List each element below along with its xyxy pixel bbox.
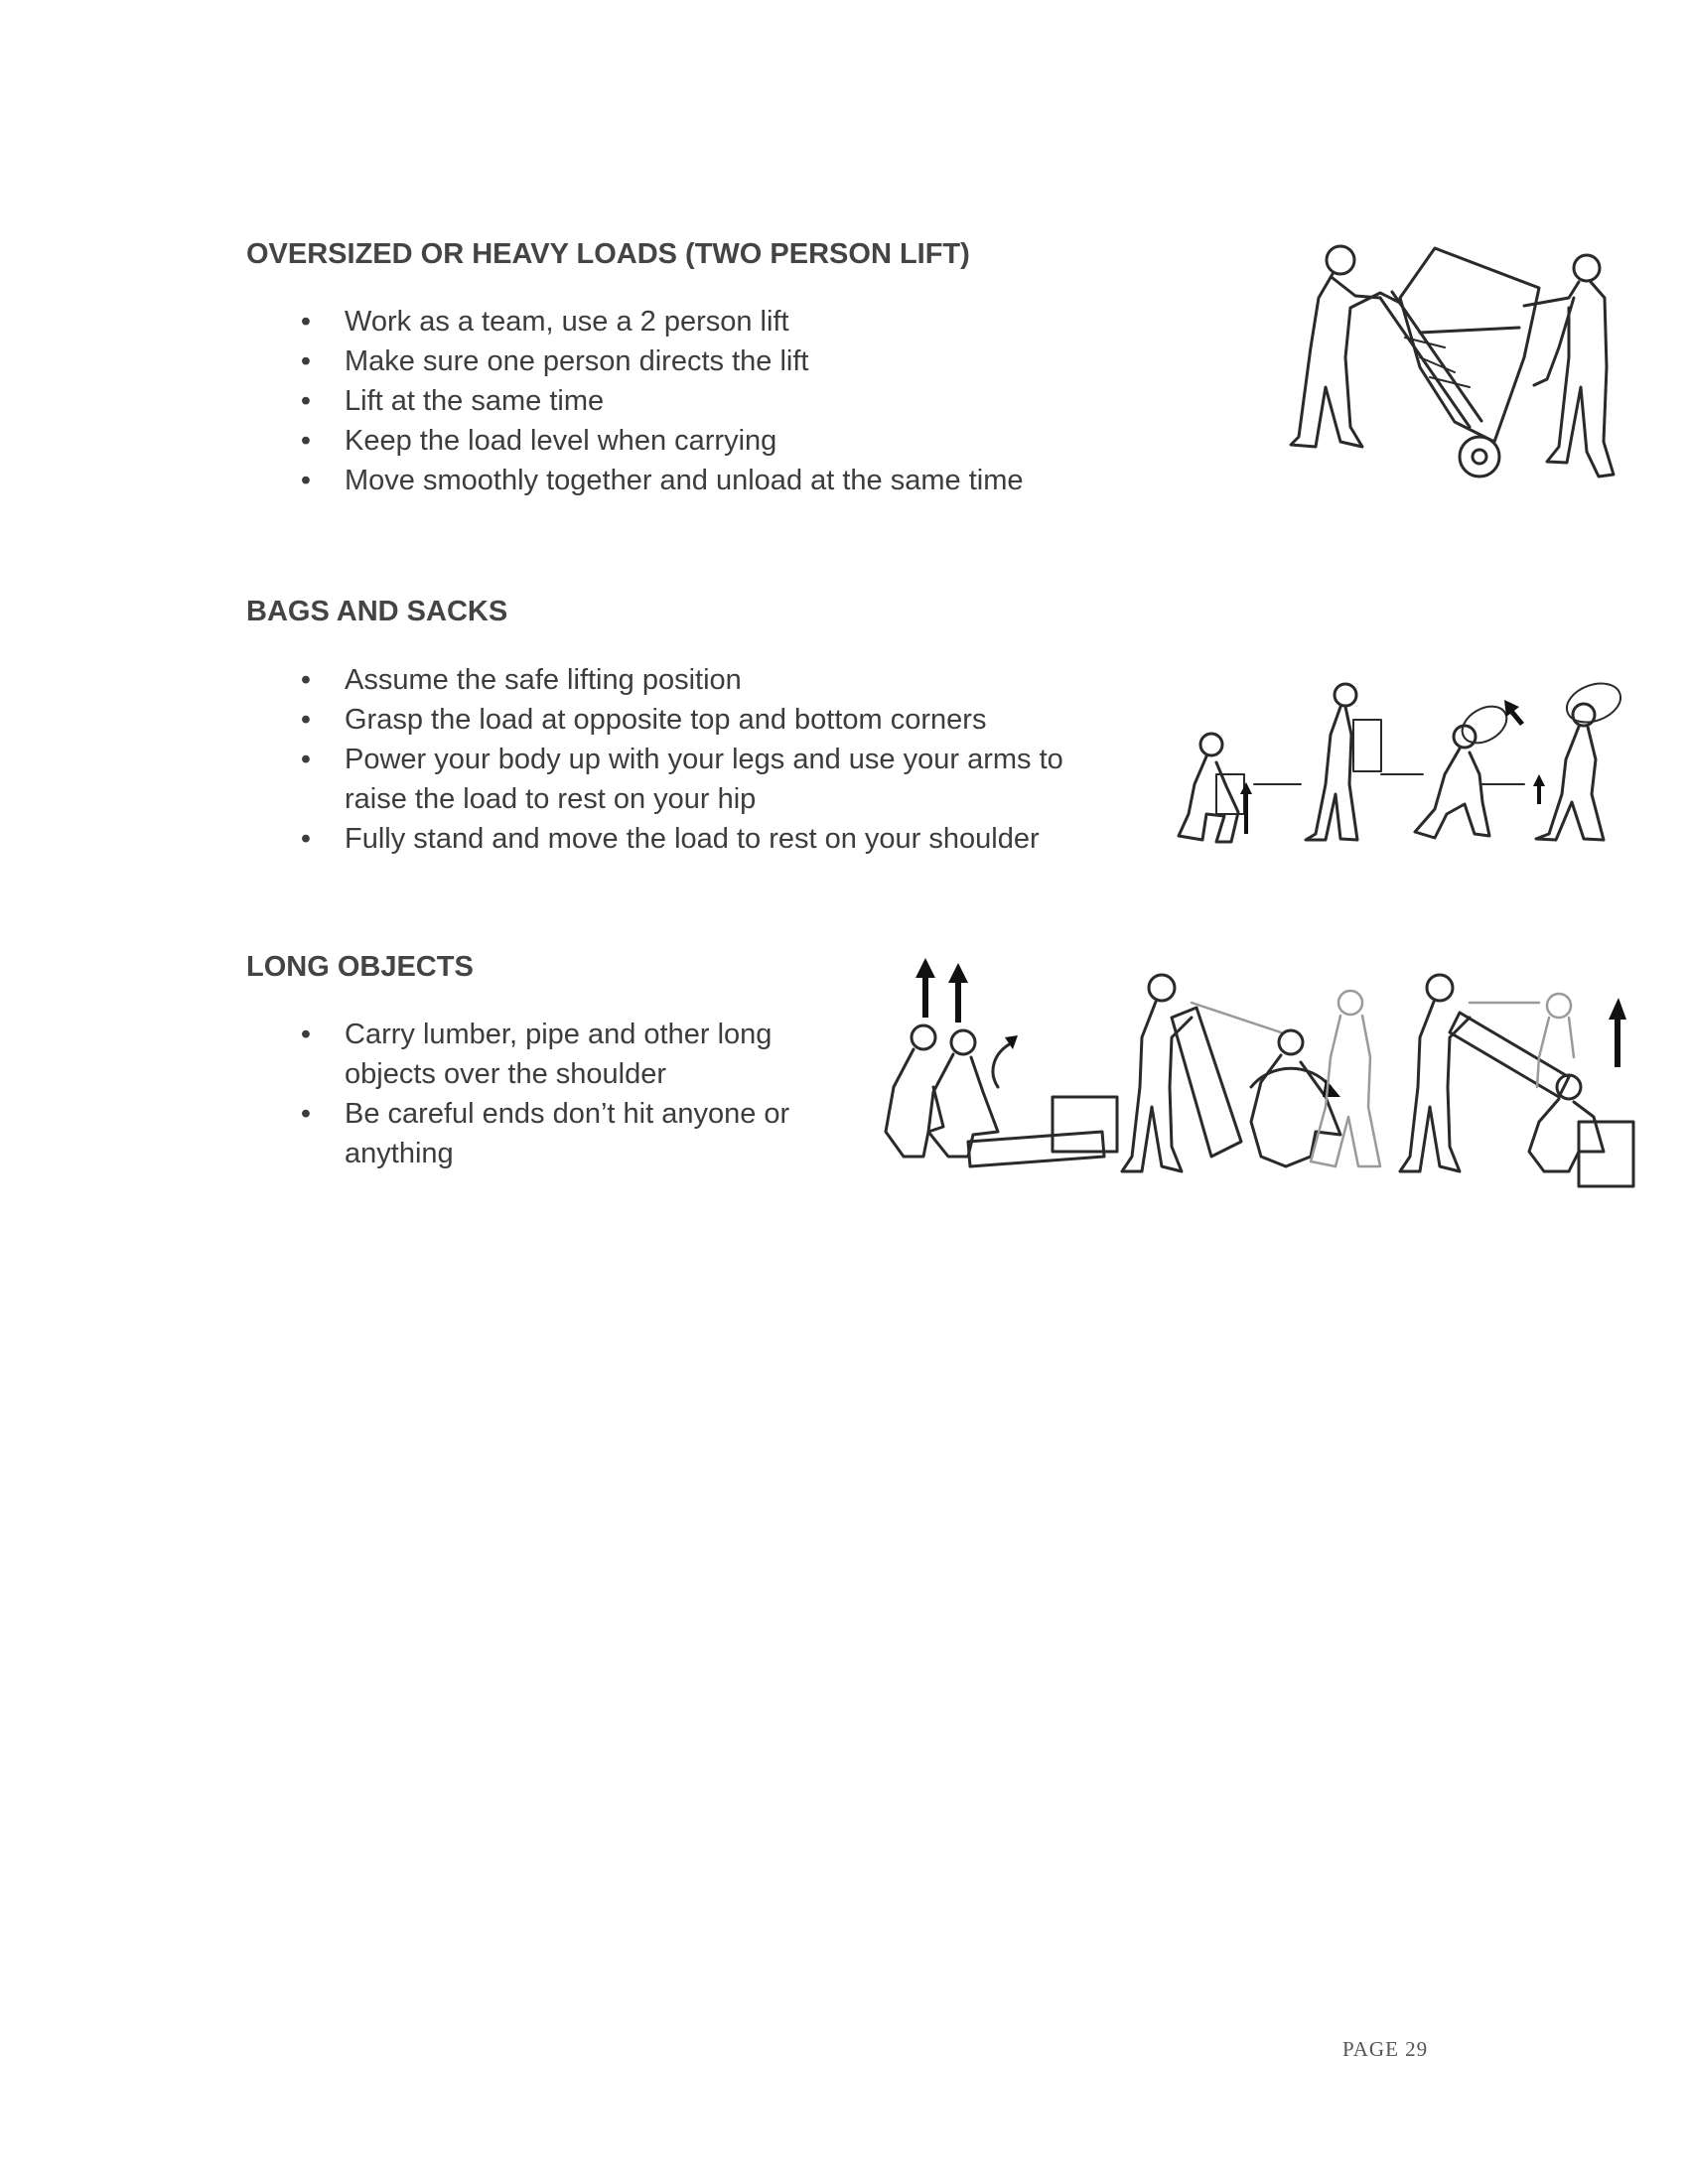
- list-item: • Assume the safe lifting position: [246, 660, 1099, 700]
- page-number: PAGE 29: [1342, 2037, 1429, 2061]
- long-object-lifting-sequence-illustration: [874, 958, 1638, 1191]
- list-item: • Power your body up with your legs and use your arms to raise the load to rest on your hip: [246, 740, 1099, 819]
- list-item: • Fully stand and move the load to rest on your shoulder: [246, 819, 1099, 859]
- list-item: • Work as a team, use a 2 person lift: [246, 302, 1024, 341]
- bullet-icon: •: [300, 1019, 312, 1050]
- two-person-hand-truck-illustration: [1271, 238, 1638, 486]
- section-heading-long-objects: LONG OBJECTS: [246, 951, 474, 983]
- bullet-icon: •: [300, 385, 312, 417]
- bullet-icon: •: [300, 1098, 312, 1130]
- section-heading-bags-sacks: BAGS AND SACKS: [246, 596, 508, 627]
- sack-lifting-sequence-illustration: [1167, 675, 1643, 854]
- list-item: • Lift at the same time: [246, 381, 1024, 421]
- list-item: • Make sure one person directs the lift: [246, 341, 1024, 381]
- bullet-icon: •: [300, 664, 312, 696]
- bullet-icon: •: [300, 306, 312, 338]
- list-item: • Be careful ends don’t hit anyone or anything: [246, 1094, 842, 1173]
- list-item: • Grasp the load at opposite top and bottom corners: [246, 700, 1099, 740]
- bags-sacks-bullet-list: [246, 660, 1099, 859]
- section-heading-heavy-loads: OVERSIZED OR HEAVY LOADS (TWO PERSON LIFT): [246, 238, 970, 270]
- list-item: • Keep the load level when carrying: [246, 421, 1024, 461]
- list-item: • Carry lumber, pipe and other long objects over the shoulder: [246, 1015, 842, 1094]
- bullet-icon: •: [300, 465, 312, 496]
- heavy-loads-bullet-list: [246, 302, 1024, 500]
- bullet-icon: •: [300, 704, 312, 736]
- bullet-icon: •: [300, 744, 312, 775]
- bullet-icon: •: [300, 823, 312, 855]
- bullet-icon: •: [300, 345, 312, 377]
- bullet-icon: •: [300, 425, 312, 457]
- long-objects-bullet-list: [246, 1015, 842, 1173]
- list-item: • Move smoothly together and unload at the same time: [246, 461, 1024, 500]
